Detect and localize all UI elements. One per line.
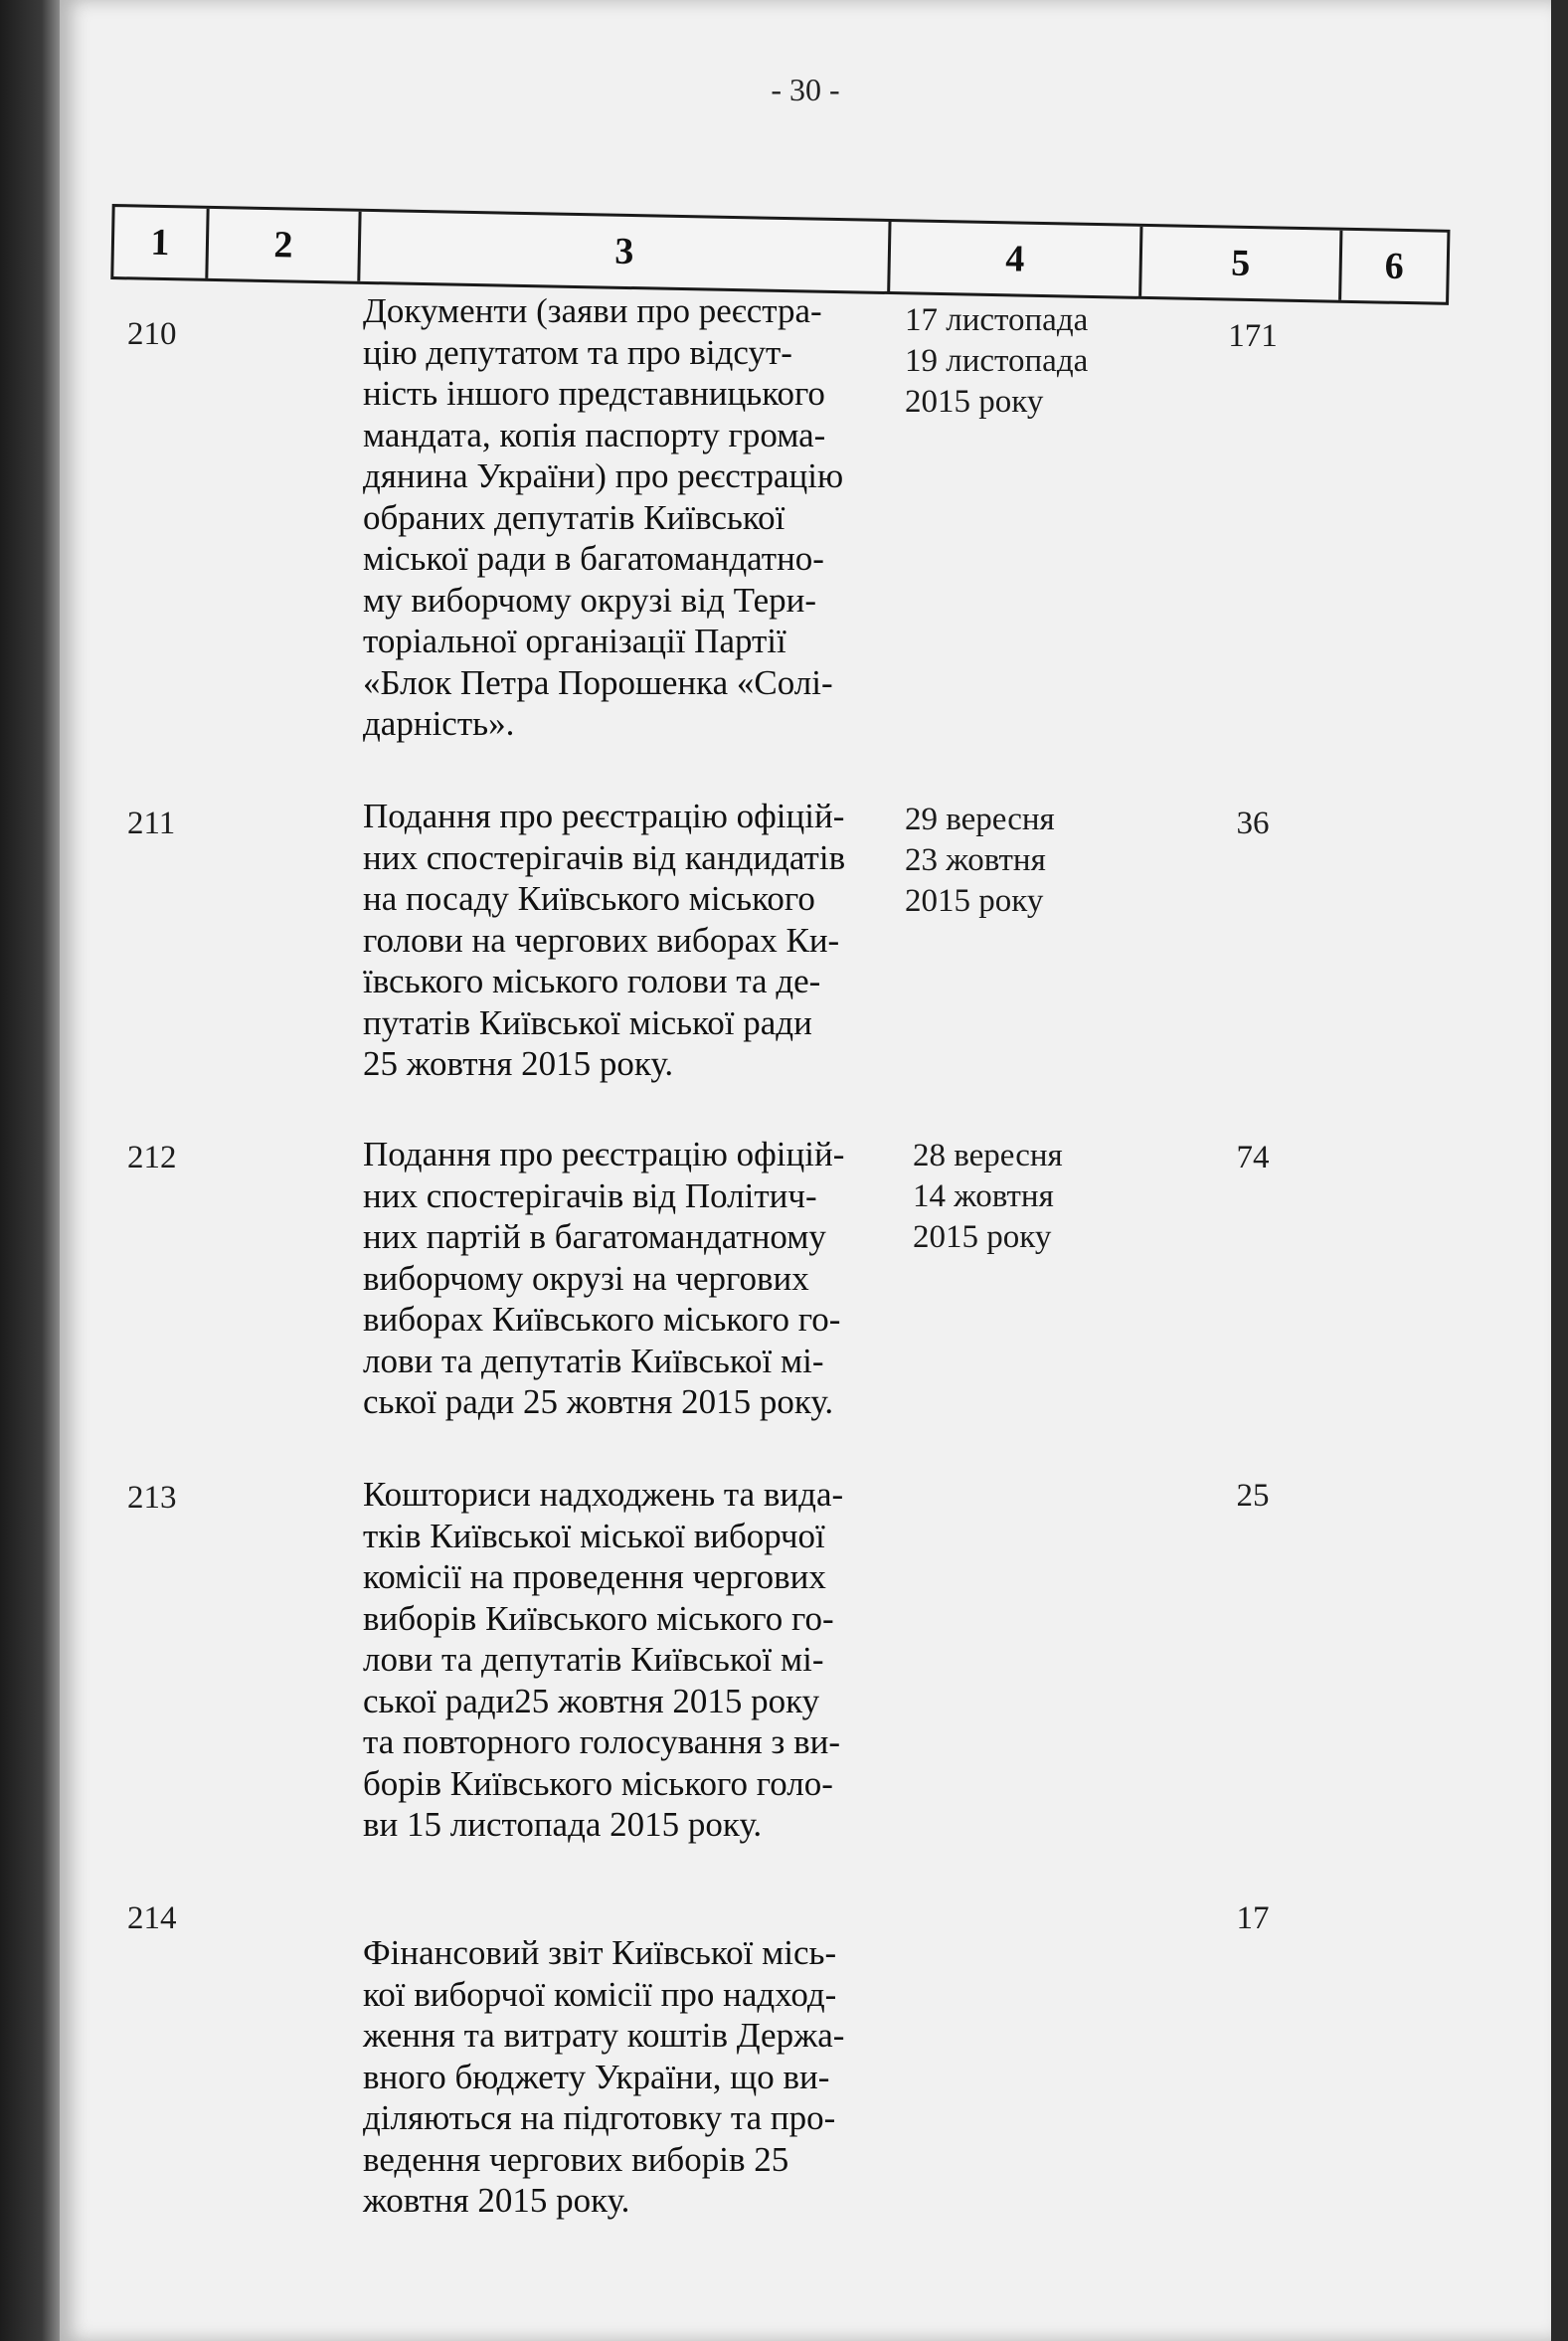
- row-dates: [905, 800, 1114, 922]
- desc-line: виборах Київського міського го-: [363, 1300, 841, 1339]
- row-count: 25: [1236, 1478, 1270, 1514]
- desc-line: Подання про реєстрацію офіцій-: [363, 797, 845, 835]
- desc-line: ської ради 25 жовтня 2015 року.: [363, 1382, 834, 1421]
- desc-line: обраних депутатів Київської: [363, 497, 785, 537]
- document-page: [60, 0, 1551, 2341]
- desc-line: комісії на проведення чергових: [363, 1557, 826, 1596]
- row-number: 210: [127, 316, 177, 352]
- desc-line: тків Київської міської виборчої: [363, 1516, 825, 1555]
- row-count: 36: [1236, 806, 1270, 841]
- date-line: 28 вересня: [913, 1138, 1063, 1173]
- desc-line: Фінансовий звіт Київської місь-: [363, 1933, 837, 1972]
- desc-line: них спостерігачів від кандидатів: [363, 837, 846, 877]
- desc-line: ність іншого представницького: [363, 374, 825, 413]
- desc-line: Кошториси надходжень та вида-: [363, 1475, 844, 1514]
- row-description: [363, 796, 920, 1085]
- desc-line: 25 жовтня 2015 року.: [363, 1044, 674, 1083]
- date-line: 17 листопада: [905, 302, 1089, 338]
- desc-line: торіальної організації Партії: [363, 622, 786, 660]
- row-description: [363, 1932, 920, 2222]
- desc-line: лови та депутатів Київської мі-: [363, 1341, 824, 1380]
- desc-line: му виборчому окрузі від Тери-: [363, 580, 817, 620]
- row-description: [363, 290, 920, 745]
- desc-line: дянина України) про реєстрацію: [363, 456, 844, 495]
- desc-line: путатів Київської міської ради: [363, 1002, 812, 1042]
- desc-line: Подання про реєстрацію офіцій-: [363, 1135, 845, 1173]
- desc-line: мандата, копія паспорту грома-: [363, 415, 826, 454]
- desc-line: цію депутатом та про відсут-: [363, 332, 792, 372]
- desc-line: ведення чергових виборів 25: [363, 2139, 789, 2179]
- desc-line: дарність».: [363, 704, 515, 743]
- row-number: 212: [127, 1140, 177, 1175]
- row-number: 213: [127, 1480, 177, 1516]
- desc-line: ської ради25 жовтня 2015 року: [363, 1681, 820, 1720]
- date-line: 29 вересня: [905, 802, 1055, 837]
- desc-line: «Блок Петра Порошенка «Солі-: [363, 662, 833, 702]
- date-line: 19 листопада: [905, 343, 1089, 379]
- page-number: - 30 -: [771, 72, 840, 107]
- row-dates: [905, 300, 1114, 423]
- row-dates: [913, 1136, 1122, 1258]
- desc-line: ївського міського голови та де-: [363, 962, 821, 1000]
- row-count: 171: [1228, 318, 1278, 354]
- header-col-1: 1: [113, 207, 209, 278]
- row-number: 214: [127, 1900, 177, 1936]
- desc-line: ження та витрату коштів Держа-: [363, 2016, 845, 2055]
- desc-line: борів Київського міського голо-: [363, 1763, 833, 1803]
- desc-line: жовтня 2015 року.: [363, 2181, 630, 2220]
- header-col-3: 3: [360, 212, 891, 291]
- desc-line: міської ради в багатомандатно-: [363, 539, 824, 578]
- row-count: 74: [1236, 1140, 1270, 1175]
- desc-line: вного бюджету України, що ви-: [363, 2057, 830, 2096]
- desc-line: голови на чергових виборах Ки-: [363, 920, 840, 960]
- row-number: 211: [127, 806, 176, 841]
- desc-line: та повторного голосування з ви-: [363, 1722, 841, 1761]
- date-line: 2015 року: [913, 1219, 1052, 1255]
- desc-line: них партій в багатомандатному: [363, 1217, 826, 1256]
- desc-line: виборчому окрузі на чергових: [363, 1258, 809, 1298]
- desc-line: Документи (заяви про реєстра-: [363, 291, 822, 330]
- date-line: 23 жовтня: [905, 842, 1046, 878]
- header-col-5: 5: [1141, 227, 1342, 300]
- desc-line: ви 15 листопада 2015 року.: [363, 1805, 763, 1844]
- desc-line: діляються на підготовку та про-: [363, 2098, 836, 2137]
- desc-line: виборів Київського міського го-: [363, 1598, 834, 1638]
- date-line: 2015 року: [905, 883, 1044, 919]
- row-count: 17: [1236, 1900, 1270, 1936]
- desc-line: них спостерігачів від Політич-: [363, 1175, 817, 1215]
- desc-line: кої виборчої комісії про надход-: [363, 1974, 837, 2014]
- header-col-4: 4: [890, 222, 1142, 296]
- header-col-6: 6: [1384, 245, 1405, 287]
- page-binding-edge: [0, 0, 60, 2341]
- date-line: 2015 року: [905, 384, 1044, 420]
- date-line: 14 жовтня: [913, 1178, 1054, 1214]
- row-description: [363, 1474, 920, 1846]
- row-description: [363, 1134, 920, 1423]
- desc-line: на посаду Київського міського: [363, 879, 815, 918]
- desc-line: лови та депутатів Київської мі-: [363, 1640, 824, 1679]
- header-col-2: 2: [208, 209, 361, 281]
